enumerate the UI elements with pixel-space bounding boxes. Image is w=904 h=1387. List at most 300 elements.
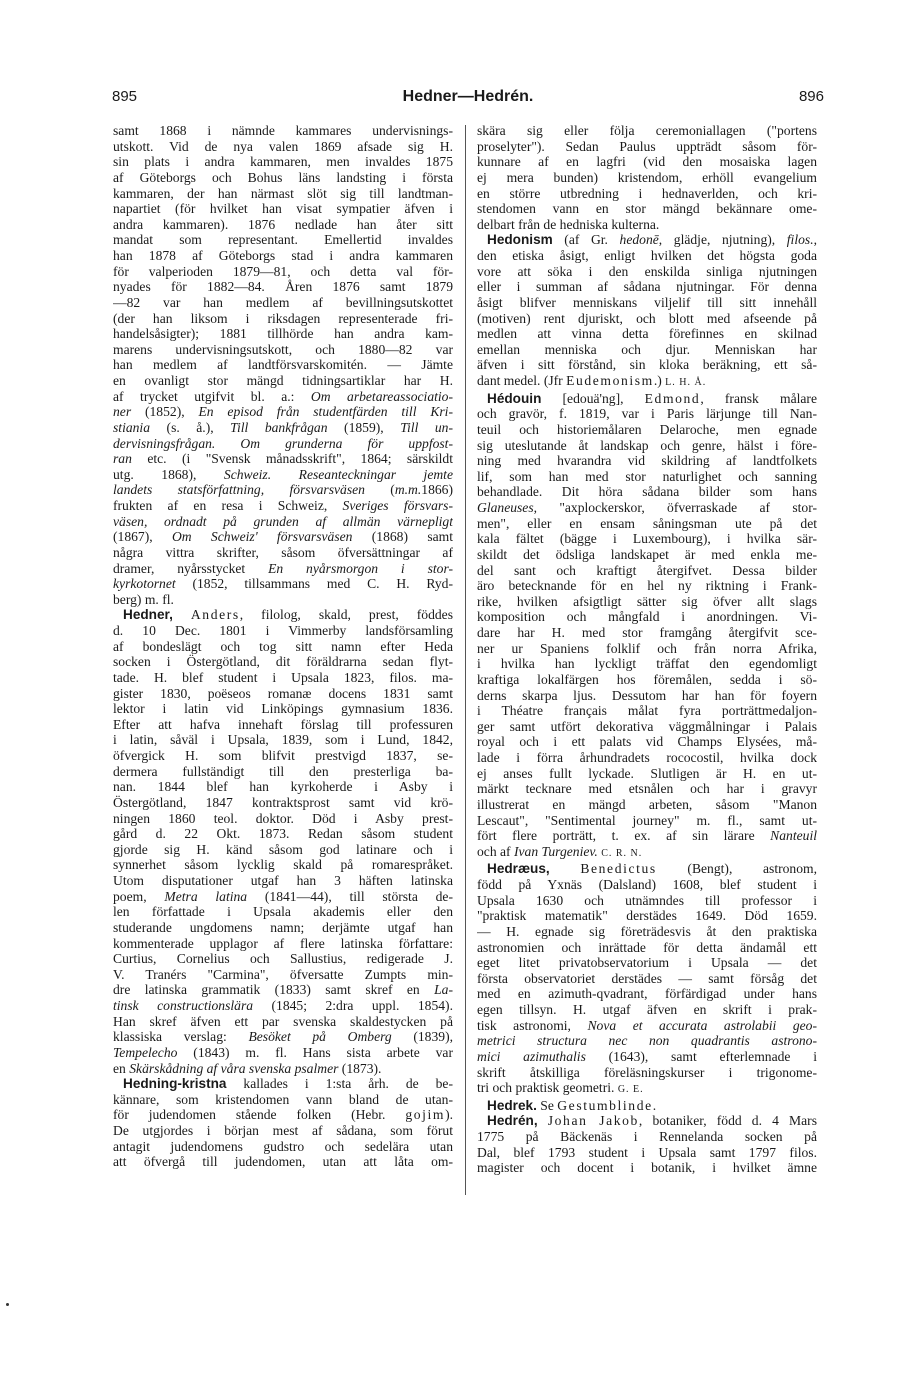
text-line xyxy=(477,955,817,971)
spaced-name: Eudemonism xyxy=(566,373,654,388)
left-text-column xyxy=(113,123,453,1170)
text-run: dant medel. (Jfr xyxy=(477,373,567,388)
text-line xyxy=(477,625,817,641)
text-line xyxy=(477,1033,817,1049)
text-run: studerande ungdomens namn; derjämte utgaf han xyxy=(113,919,453,935)
text-run: — H. egnade sig företrädesvis åt den praktiska xyxy=(477,923,817,939)
text-run: Efter att hafva innehaft förslag till professuren xyxy=(113,716,453,732)
text-run: kommenterade upplagor af flere latinska författare: xyxy=(113,935,453,951)
text-run: af Göteborgs och Bohus läns landsting i första xyxy=(113,169,453,185)
text-run: behandlade. Dit höra sådana bilder som hans xyxy=(477,484,817,500)
text-run: ger samt utfört dekorativa väggmålningar i Palais xyxy=(477,718,817,734)
text-line xyxy=(477,940,817,956)
text-line xyxy=(113,842,453,858)
text-line xyxy=(113,592,453,608)
text-line xyxy=(477,531,817,547)
text-run: royal och i ett palats vid Champs Elysées, må- xyxy=(477,734,817,750)
text-run: öfvergick H. som blifvit prestvigd 1837, se- xyxy=(113,748,453,763)
italic-title: Till un- xyxy=(400,419,453,435)
text-run: nan. 1844 blef han kyrkoherde i Asby i xyxy=(113,779,453,795)
text-run: .) xyxy=(653,373,666,388)
italic-title: En nyårsmorgon i stor- xyxy=(268,560,453,576)
text-run: tisk astronomi, xyxy=(477,1017,588,1033)
author-signature: L. H. Å. xyxy=(665,377,707,388)
text-line xyxy=(113,201,453,217)
text-run: . xyxy=(652,1097,657,1113)
text-run: , botaniker, född d. 4 Mars xyxy=(638,1113,817,1129)
text-run: (motiven) rent djuriskt, och blott med afseende på xyxy=(477,310,817,326)
text-run: V. Tranérs "Carmina", öfversatte Zumpts min- xyxy=(113,966,453,982)
text-run: kammaren, der han närmast slöt sig till landtman- xyxy=(113,185,453,201)
text-run: , glädje, njutning), xyxy=(658,232,787,248)
text-line xyxy=(113,857,453,873)
entry-headword: Hedrek. xyxy=(487,1097,537,1113)
text-run: handelsåsigter); 1881 tillhörde han andra kam- xyxy=(113,326,453,342)
text-line xyxy=(477,986,817,1002)
text-line xyxy=(113,1061,453,1077)
text-run: kala fältet (bägge i Luxembourg), i hvilka sär- xyxy=(477,531,817,547)
text-line xyxy=(477,750,817,766)
text-run: De utgjordes i början mest af sådana, som förut xyxy=(113,1123,453,1138)
text-line xyxy=(113,436,453,452)
text-line xyxy=(113,889,453,905)
text-run: några vittra skrifter, såsom öfversättningar af xyxy=(113,544,453,560)
text-line xyxy=(477,201,817,217)
italic-title: Ivan Turgeniev. xyxy=(514,843,598,859)
text-run: en större utbredning i hednaverlden, och kri- xyxy=(477,185,817,201)
italic-title: filos. xyxy=(786,232,814,248)
text-run: lektor i latin vid Linköpings gymnasium 1836. xyxy=(113,701,453,717)
text-run: och gravör, f. 1819, var i Paris lärjunge till Nan- xyxy=(477,406,817,422)
italic-title: Nova et accurata astrolabii geo- xyxy=(587,1017,817,1033)
text-run: Lescaut", "Sentimental journey" m. fl., samt ut- xyxy=(477,812,817,828)
text-run: i latin, såväl i Upsala, 1839, som i Lund, 1842, xyxy=(113,732,453,748)
text-run: emellan menniska och djur. Menniskan har xyxy=(477,341,817,357)
text-run: andra kammaren). 1876 nedlade han åter sitt xyxy=(113,216,453,232)
text-line xyxy=(113,482,453,498)
text-run: teuil och historiemålaren Delaroche, men egnade xyxy=(477,421,817,437)
text-run: (1839), xyxy=(391,1029,453,1045)
text-run: ej mera bunden) kristendom, erhöll evangelium xyxy=(477,169,817,185)
text-run: eget litet privatobservatorium i Upsala — det xyxy=(477,955,817,971)
text-run: han medlem af landtförsvarskomitén. — Jämte xyxy=(113,357,453,373)
text-run: Östergötland, 1847 kontraktsprost samt vid krö- xyxy=(113,794,453,810)
text-line xyxy=(477,217,817,233)
text-line xyxy=(113,279,453,295)
text-run: socken i Östergötland, dit föräldrarna sedan flyt- xyxy=(113,654,453,670)
text-line xyxy=(477,500,817,516)
italic-title: Om grunderna för uppfost- xyxy=(240,435,453,451)
text-line xyxy=(113,951,453,967)
text-run: klassiska verslag: xyxy=(113,1029,249,1045)
text-run: egen tillsyn. H. utgaf äfven en skrift i prak- xyxy=(477,1002,817,1017)
text-run: rike, hvilken afsigtligt sätter sig öfver allt slags xyxy=(477,593,817,609)
entry-headword: Hedner, xyxy=(123,607,173,623)
entry-headword: Hedræus, xyxy=(487,861,550,877)
text-line xyxy=(477,264,817,280)
text-line xyxy=(477,453,817,469)
text-line xyxy=(477,279,817,295)
text-run: Curtius, Cornelius och Sallustius, redigerade J. xyxy=(113,951,453,967)
text-run: proselyter"). Sedan Paulus uppträdt såsom för- xyxy=(477,138,817,154)
text-run: skära sig eller följa ceremoniallagen ("portens xyxy=(477,123,817,138)
text-line xyxy=(113,795,453,811)
text-run: "praktisk matematik" derstädes 1649. Död 1659. xyxy=(477,908,817,924)
text-run: en ovanligt stor mängd tidningsartiklar har H. xyxy=(113,373,453,388)
text-line xyxy=(477,406,817,422)
text-line xyxy=(477,893,817,909)
text-line xyxy=(477,908,817,924)
text-run: (af Gr. xyxy=(552,232,620,248)
text-run: kännare, som kristendomen vann bland de utan- xyxy=(113,1091,453,1107)
text-run: äfven i sitt förstånd, sin kloka beräkning, ett så- xyxy=(477,357,817,373)
text-line xyxy=(477,1049,817,1065)
text-run: illustrerat en mängd arbeten, såsom "Manon xyxy=(477,796,817,812)
text-line xyxy=(477,609,817,625)
text-line xyxy=(113,232,453,248)
text-line xyxy=(113,498,453,514)
text-line xyxy=(477,688,817,704)
text-line xyxy=(113,748,453,764)
text-run: , "axplockerskor, öfverraskade af stor- xyxy=(533,500,817,515)
text-run: men", eller en ensam såningsman ute på det xyxy=(477,515,817,531)
text-line xyxy=(477,578,817,594)
text-run: för valperioden 1879—81, och detta val för- xyxy=(113,263,453,279)
text-line xyxy=(477,766,817,782)
text-line xyxy=(113,170,453,186)
text-run: skrift åtskilliga föreläsningskurser i trigonome- xyxy=(477,1064,817,1080)
italic-title: Metra latina xyxy=(164,888,248,904)
text-run: lif, som han med stor naturlighet och sanning xyxy=(477,468,817,484)
text-run: magister och docent i botanik, i hvilket ämne xyxy=(477,1160,817,1176)
text-line xyxy=(477,154,817,170)
text-run: ning med hvarandra vid skildring af landtfolkets xyxy=(477,453,817,469)
text-line xyxy=(477,170,817,186)
text-line xyxy=(113,623,453,639)
text-run: —82 var han medlem af bevillningsutskottet xyxy=(113,294,453,310)
text-run: Utom disputationer utgaf han 3 häften latinska xyxy=(113,873,453,888)
italic-title: ner xyxy=(113,404,132,420)
page-number-right: 896 xyxy=(798,88,824,105)
text-line xyxy=(113,123,453,139)
text-line xyxy=(113,467,453,483)
text-run: skildt det ödsliga landskapet är med enkla me- xyxy=(477,546,817,562)
text-line xyxy=(113,514,453,530)
italic-title: ran xyxy=(113,451,132,467)
text-line xyxy=(477,971,817,987)
text-run: sin plats i andra kammaren, men invaldes 1875 xyxy=(113,154,453,170)
text-line xyxy=(477,844,817,862)
italic-title: m.m. xyxy=(394,482,422,498)
text-run: märkt tecknare med etsnålen och har i gravyr xyxy=(477,781,817,797)
italic-title: mici azimuthalis xyxy=(477,1048,586,1064)
text-run: tri och praktisk geometri. xyxy=(477,1080,615,1096)
italic-title: Besöket på Omberg xyxy=(248,1029,392,1045)
italic-title: Skärskådning af våra svenska psalmer xyxy=(129,1060,339,1076)
text-line xyxy=(113,295,453,311)
text-line xyxy=(477,781,817,797)
text-run: ( xyxy=(364,482,395,498)
text-line xyxy=(477,1129,817,1145)
text-run: tade. H. blef student i Upsala 1823, filos. ma- xyxy=(113,669,453,685)
text-run: d. 10 Dec. 1801 i Vimmerby landsförsamling xyxy=(113,623,453,638)
text-run: fört flere porträtt, t. ex. af sin lärare xyxy=(477,828,771,844)
text-run: , fransk målare xyxy=(700,390,817,406)
italic-title: Om Schweiz' försvarsväsen xyxy=(171,529,353,545)
text-run: gård d. 22 Okt. 1873. Redan såsom student xyxy=(113,826,453,842)
text-line xyxy=(477,391,817,407)
text-line xyxy=(113,389,453,405)
text-line xyxy=(113,248,453,264)
text-run: (1845; 2:dra uppl. 1854). xyxy=(253,998,453,1013)
text-line xyxy=(477,813,817,829)
text-line xyxy=(477,1145,817,1161)
text-line xyxy=(113,779,453,795)
italic-title: Sveriges försvars- xyxy=(342,498,453,513)
text-line xyxy=(113,1045,453,1061)
text-line xyxy=(113,1123,453,1139)
text-line xyxy=(113,982,453,998)
text-run: berg) m. fl. xyxy=(113,591,174,607)
text-line xyxy=(113,326,453,342)
text-line xyxy=(113,670,453,686)
text-run: 1866) xyxy=(421,482,453,498)
text-line xyxy=(477,186,817,202)
text-line xyxy=(113,420,453,436)
author-signature: G. E. xyxy=(617,1084,644,1096)
text-line xyxy=(477,672,817,688)
text-run: åsigt blifver menniskans viljelif till sitt innehåll xyxy=(477,294,817,310)
text-run xyxy=(215,436,240,451)
text-run: mandat som representant. Emellertid invaldes xyxy=(113,232,453,248)
text-line xyxy=(113,920,453,936)
text-line xyxy=(113,967,453,983)
text-line xyxy=(477,1160,817,1176)
text-run: kallades i 1:sta årh. de be- xyxy=(226,1076,453,1092)
text-line xyxy=(113,936,453,952)
text-run: Han skref äfven ett par svenska skaldestycken på xyxy=(113,1013,453,1029)
text-line xyxy=(113,529,453,545)
italic-title: Till bankfrågan xyxy=(230,419,328,435)
text-line xyxy=(113,607,453,623)
text-run: marens undervisningsutskott, och 1880—82 var xyxy=(113,341,453,357)
text-line xyxy=(113,186,453,202)
text-run: frukten af en resa i Schweiz, xyxy=(113,498,343,513)
text-run xyxy=(538,1113,548,1128)
page-header xyxy=(112,88,824,112)
text-line xyxy=(477,139,817,155)
text-line xyxy=(477,828,817,844)
text-line xyxy=(477,656,817,672)
text-run: synnerhet såsom lycklig skald på romarespråket. xyxy=(113,857,453,873)
italic-title: Schweiz. xyxy=(223,466,272,482)
text-run: en xyxy=(113,1060,130,1076)
text-line xyxy=(113,357,453,373)
text-run: utskott. Vid de nya valen 1869 afsade sig H. xyxy=(113,138,453,154)
text-run: , xyxy=(813,232,817,248)
italic-title: La- xyxy=(434,982,453,998)
text-run xyxy=(550,861,581,876)
running-head-title: Hedner—Hedrén. xyxy=(402,88,534,105)
text-run: Upsala 1630 och utnämndes till professor i xyxy=(477,892,817,908)
text-run: (1852), xyxy=(131,404,199,420)
text-run: gjorde sig H. känd såsom god latinare och i xyxy=(113,841,453,857)
text-run: (1852, tillsammans med C. H. Ryd- xyxy=(175,576,453,592)
text-run: derns skarpa ljus. Dessutom har han för foyern xyxy=(477,687,817,703)
text-run: lade i förra århundradets rococostil, hvilka dock xyxy=(477,750,817,765)
text-line xyxy=(477,311,817,327)
text-line xyxy=(113,545,453,561)
text-run: vore att söka i den enskilda sinliga njutningen xyxy=(477,263,817,279)
text-line xyxy=(113,217,453,233)
author-signature: C. R. N. xyxy=(601,847,643,859)
text-line xyxy=(477,232,817,248)
text-run: , filolog, skald, prest, föddes xyxy=(239,607,453,623)
text-line xyxy=(477,703,817,719)
italic-title: Tempelecho xyxy=(113,1044,178,1060)
text-line xyxy=(477,797,817,813)
text-run: af bondeslägt och tog sitt namn efter Heda xyxy=(113,638,453,654)
text-line xyxy=(113,1029,453,1045)
text-run: (1867), xyxy=(113,529,172,545)
text-line xyxy=(477,1098,817,1114)
italic-title: metrici structura nec non quadrantis astrono- xyxy=(477,1033,817,1049)
text-line xyxy=(477,877,817,893)
text-line xyxy=(113,686,453,702)
text-run: dare har H. med stor framgång återgifvit sce- xyxy=(477,625,817,640)
italic-title: dervisningsfrågan. xyxy=(113,435,216,451)
text-line xyxy=(113,1139,453,1155)
text-run: stendomen vann en stor mängd bekännare ome- xyxy=(477,201,817,217)
text-line xyxy=(113,561,453,577)
italic-title: En episod från studentfärden till Kri- xyxy=(198,404,453,420)
text-run: sig uteslutande åt landskap och genre, hälst i före- xyxy=(477,437,817,453)
text-run xyxy=(173,607,191,622)
text-line xyxy=(113,732,453,748)
text-run: len författade i Upsala akademis eller den xyxy=(113,904,453,920)
text-run: den etiska åsigt, enligt hvilken det högsta goda xyxy=(477,248,817,263)
text-run: eller i summan af sådana njutningar. För denna xyxy=(477,279,817,295)
text-run: i Théatre français målat fyra porträttmedaljon- xyxy=(477,703,817,719)
text-run: Dal, blef 1793 student i Upsala samt 1797 filos. xyxy=(477,1144,817,1160)
text-line xyxy=(477,641,817,657)
text-line xyxy=(477,563,817,579)
italic-title: Reseanteckningar jemte xyxy=(298,466,453,482)
text-line xyxy=(113,1092,453,1108)
text-line xyxy=(477,326,817,342)
italic-title: kyrkotornet xyxy=(113,576,176,592)
text-run: 1775 på Bäckenäs i Rennelanda socken på xyxy=(477,1129,817,1144)
text-run: komposition och mångfald i anordningen. Vi- xyxy=(477,609,817,625)
spaced-name: Johan Jakob xyxy=(547,1113,639,1129)
text-run: etc. (i "Svensk månadsskrift", 1864; särskildt xyxy=(131,451,453,467)
text-run: (1859), xyxy=(327,419,401,435)
text-line xyxy=(477,373,817,391)
text-run: ner ur Spaniens folklif och från norra Afrika, xyxy=(477,640,817,656)
text-run: att öfvergå till judendomen, utan att låta om- xyxy=(113,1154,453,1170)
text-line xyxy=(113,717,453,733)
text-run: första observatoriet derstädes — samt försåg det xyxy=(477,970,817,986)
text-run: dramer, nyårsstycket xyxy=(113,560,269,576)
text-line xyxy=(113,639,453,655)
text-run: napartiet (för hvilket han visat sympatier äfven i xyxy=(113,201,453,217)
text-line xyxy=(477,484,817,500)
page-number-left: 895 xyxy=(112,88,138,105)
text-line xyxy=(113,701,453,717)
text-line xyxy=(113,811,453,827)
column-divider-rule xyxy=(465,125,466,1195)
text-run: poem, xyxy=(113,888,165,904)
text-line xyxy=(113,1014,453,1030)
text-line xyxy=(113,311,453,327)
text-line xyxy=(113,764,453,780)
text-line xyxy=(477,861,817,877)
text-line xyxy=(477,547,817,563)
italic-title: stiania xyxy=(113,419,151,435)
entry-headword: Hedonism xyxy=(487,232,553,248)
text-run: kraftiga lokalfärgen hos föremålen, sedda i sö- xyxy=(477,671,817,687)
text-line xyxy=(113,451,453,467)
text-line xyxy=(477,734,817,750)
text-line xyxy=(477,123,817,139)
text-run: (1643), samt efterlemnade i xyxy=(585,1048,817,1064)
text-run: Se xyxy=(536,1097,558,1113)
text-run: (Bengt), astronom, xyxy=(656,861,817,877)
italic-title: landets statsförfattning, försvarsväsen xyxy=(113,482,365,498)
text-run: kunnare af en lagfri (vid den mosaiska lagen xyxy=(477,154,817,170)
text-line xyxy=(113,404,453,420)
text-run: dre latinska grammatik (1833) samt skref en xyxy=(113,982,435,998)
entry-headword: Hedning-kristna xyxy=(123,1076,227,1092)
text-line xyxy=(113,139,453,155)
italic-title: Nanteuil xyxy=(770,828,817,844)
text-run: (s. å.), xyxy=(150,419,231,435)
entry-headword: Hédouin xyxy=(487,390,542,406)
text-run xyxy=(271,467,299,482)
text-line xyxy=(477,516,817,532)
spaced-name: Anders xyxy=(190,607,240,623)
text-run: och af xyxy=(477,843,514,859)
text-line xyxy=(477,422,817,438)
text-run: antagit judendomens gudstro och sedelära utan xyxy=(113,1138,453,1154)
text-run: delbart från de hedniska kulterna. xyxy=(477,216,660,232)
text-line xyxy=(477,1065,817,1081)
italic-title: Om arbetareassociatio- xyxy=(310,388,453,404)
margin-speck xyxy=(6,1303,9,1306)
text-run: född på Yxnäs (Dalsland) 1608, blef student i xyxy=(477,877,817,892)
spaced-name: gojim xyxy=(405,1107,446,1123)
text-run: astronomien och inrättade för detta ändamål ett xyxy=(477,939,817,955)
text-line xyxy=(113,904,453,920)
text-run: utg. 1868), xyxy=(113,466,224,482)
text-line xyxy=(113,154,453,170)
text-line xyxy=(477,248,817,264)
text-line xyxy=(477,719,817,735)
text-run: gister 1830, poëseos romanæ docens 1831 samt xyxy=(113,685,453,701)
text-run: äro betecknande för en hel ny riktning i Frank- xyxy=(477,578,817,594)
italic-title: väsen, ordnadt på grunden af allmän värnepligt xyxy=(113,513,453,529)
text-run: (1843) m. fl. Hans sista arbete var xyxy=(177,1044,453,1060)
text-line xyxy=(477,1002,817,1018)
text-run: (1873). xyxy=(338,1060,382,1076)
text-run: med en azimuth-qvadrant, förfärdigad under hans xyxy=(477,986,817,1002)
text-line xyxy=(113,373,453,389)
text-run: (der han liksom i riksdagen representerade fri- xyxy=(113,310,453,326)
text-line xyxy=(113,1107,453,1123)
text-run: dermera fullständigt till den presterliga ba- xyxy=(113,763,453,779)
text-run: (1841—44), till största de- xyxy=(247,888,453,904)
text-line xyxy=(477,357,817,373)
